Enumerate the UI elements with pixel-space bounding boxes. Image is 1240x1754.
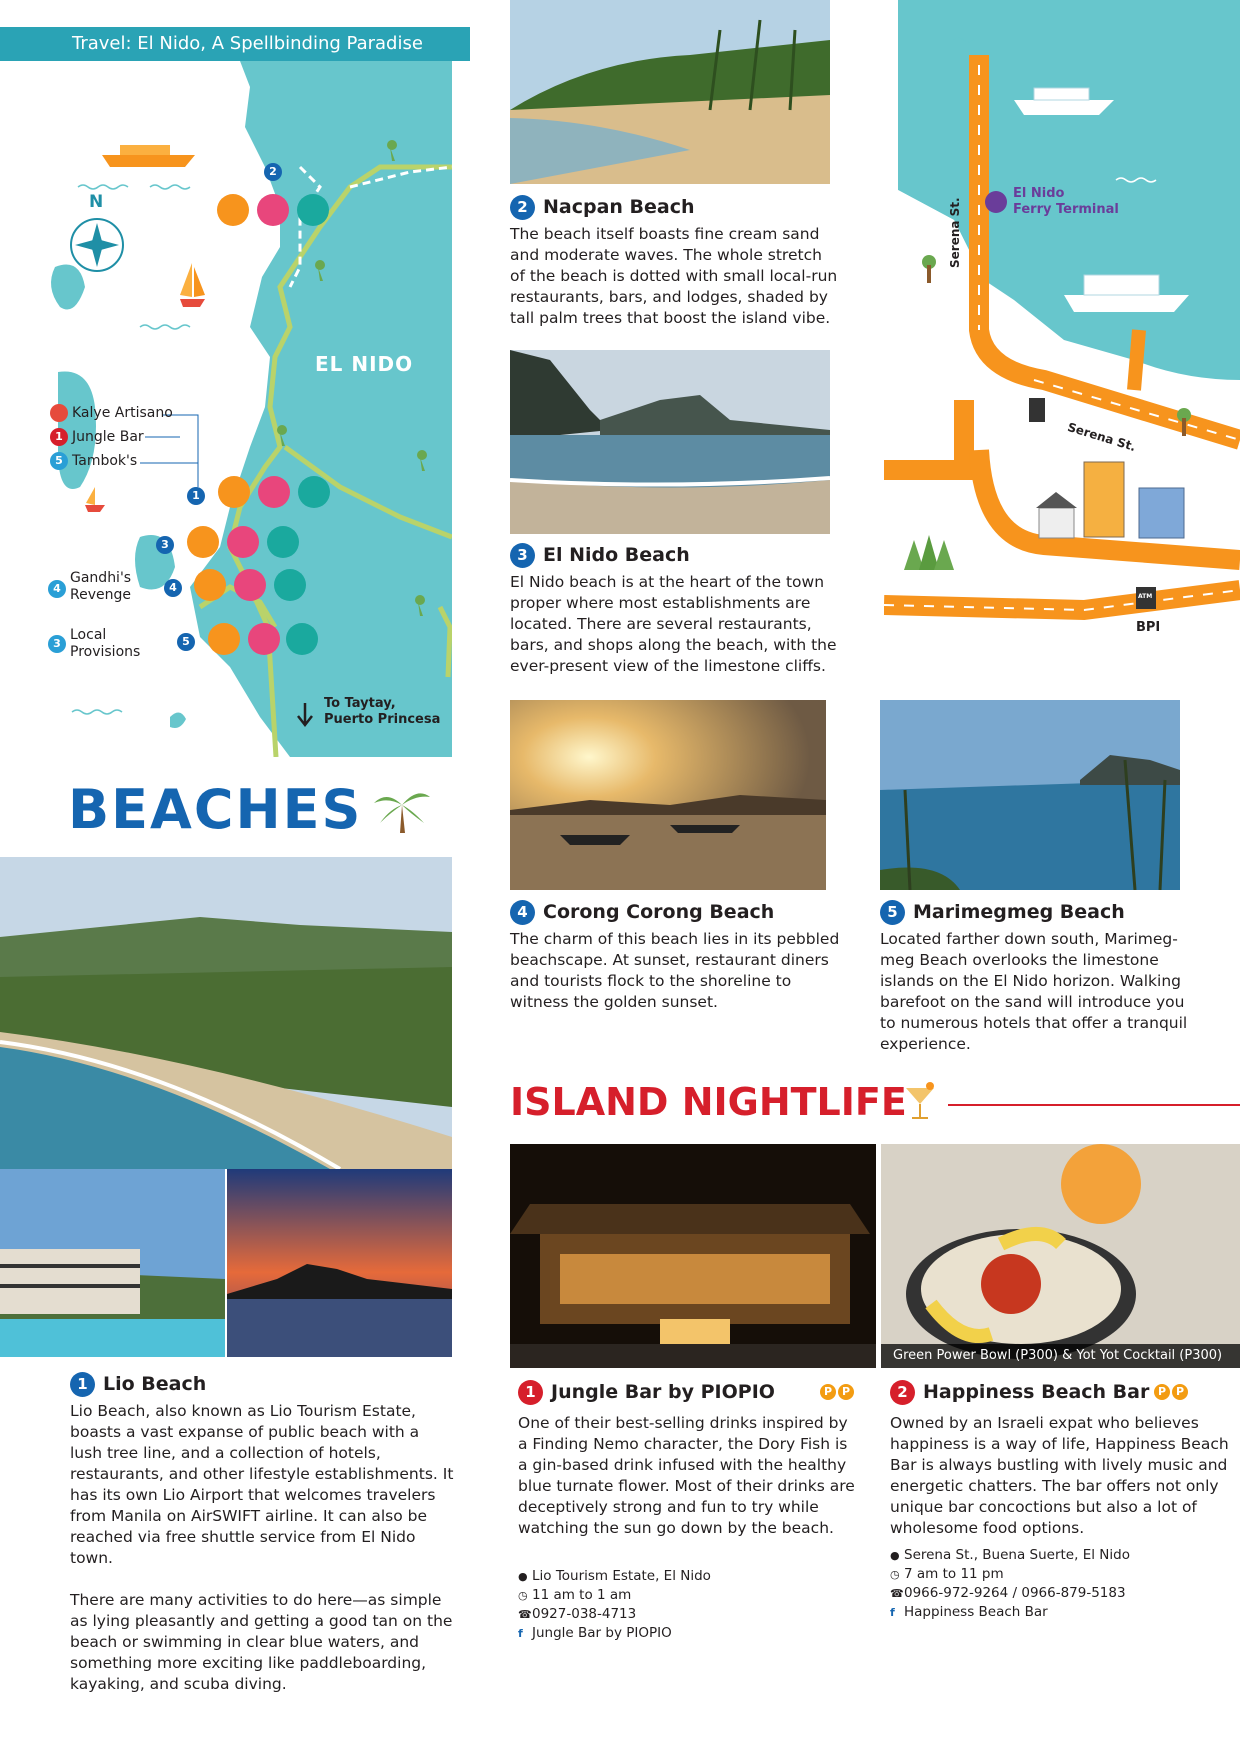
bar-info [890, 1546, 1235, 1622]
beach-description: El Nido beach is at the heart of the town proper where most establishments are located. There are several restaurants, bars, and shops along the beach, with the ever-present view of the limestone cliffs. [510, 573, 837, 675]
map-marker: 4 [164, 577, 186, 597]
street-label: Serena St. [948, 197, 962, 268]
heading-rule [948, 1104, 1240, 1106]
jungle-bar-photo [510, 1144, 876, 1368]
clock-icon: ◷ [890, 1568, 900, 1581]
el-nido-beach-photo [510, 350, 830, 534]
phone-icon: ☎ [890, 1587, 904, 1600]
bar-entry-happiness [890, 1380, 1235, 1622]
beach-entry-marimegmeg [880, 900, 1195, 1055]
nacpan-beach-photo [510, 0, 830, 184]
legend-item: 3 Local Provisions [48, 627, 140, 661]
legend-item: 1 Jungle Bar [50, 428, 144, 446]
beach-description: The beach itself boasts fine cream sand and moderate waves. The whole stretch of the beach is dotted with small local-run restaurants, bars, and lodges, shaded by tall palm trees that boost the island vibe. [510, 225, 838, 327]
hours: ◷ 11 am to 1 am [518, 1587, 632, 1603]
beach-description: Lio Beach, also known as Lio Tourism Estate, boasts a vast expanse of public beach with a lush tree line, and a collection of hotels, restaurants, and other lifestyle establishments. It has its own Lio Airport that welcomes travelers from Manila on AirSWIFT airline. It can also be reached via free shuttle service from El Nido town. [70, 1402, 454, 1567]
beaches-heading: BEACHES [68, 778, 363, 841]
facebook: f Happiness Beach Bar [890, 1604, 1048, 1620]
atm-label: ATM [1138, 593, 1153, 600]
price-rating: P P [1152, 1384, 1188, 1400]
marimegmeg-beach-photo [880, 700, 1180, 890]
legend-item: 5 Tambok's [50, 452, 137, 470]
beach-description: Located farther down south, Marimeg-meg Beach overlooks the limestone islands on the El Nido horizon. Walking barefoot on the sand will introduce you to numerous hotels that offer a tranquil experience. [880, 930, 1188, 1053]
ferry-terminal-label: El Nido Ferry Terminal [1013, 186, 1119, 217]
map-marker: 3 [156, 534, 178, 554]
beach-title: 5 Marimegmeg Beach [880, 900, 1195, 925]
bar-description: One of their best-selling drinks inspired by a Finding Nemo character, the Dory Fish is a gin-based drink infused with the healthy blue turnate flower. Most of their drinks are deceptively strong and fun to try while watching the sun go down by the beach. [518, 1414, 855, 1537]
lio-hotel-photo [0, 1169, 225, 1357]
cocktail-icon [902, 1078, 938, 1122]
corong-corong-beach-photo [510, 700, 826, 890]
phone: ☎0966-972-9264 / 0966-879-5183 [890, 1585, 1126, 1601]
bar-entry-jungle-bar [518, 1380, 858, 1643]
legend-item: 4 Gandhi's Revenge [48, 570, 131, 604]
town-map [884, 0, 1240, 690]
beach-title: 2 Nacpan Beach [510, 195, 840, 220]
facebook-icon: f [518, 1627, 523, 1640]
clock-icon: ◷ [518, 1589, 528, 1602]
bar-title: 1 Jungle Bar by PIOPIO [518, 1380, 858, 1405]
map-marker: 1 [187, 485, 209, 505]
compass-label: N [89, 192, 104, 212]
address: ● Lio Tourism Estate, El Nido [518, 1568, 711, 1584]
banner-title: Travel: El Nido, A Spellbinding Paradise [72, 33, 423, 54]
street-label: Serena St. [1065, 420, 1138, 455]
beach-title: 3 El Nido Beach [510, 543, 840, 568]
legend-item: Kalye Artisano [50, 404, 173, 422]
lio-sunset-photo [227, 1169, 452, 1357]
bar-info [518, 1567, 858, 1643]
direction-label: To Taytay, Puerto Princesa [324, 696, 441, 727]
happiness-bar-photo [881, 1144, 1240, 1368]
hours: ◷ 7 am to 11 pm [890, 1566, 1004, 1582]
location-pin-icon: ● [890, 1549, 900, 1562]
address: ● Serena St., Buena Suerte, El Nido [890, 1547, 1130, 1563]
beach-description: The charm of this beach lies in its pebbled beachscape. At sunset, restaurant diners and tourists flock to the shoreline to witness the golden sunset. [510, 930, 840, 1011]
beach-description: There are many activities to do here—as simple as lying pleasantly and getting a good tan on the beach or swimming in clear blue waters, and something more exciting like paddleboarding, kayaking, and scuba diving. [70, 1591, 453, 1693]
bar-description: Owned by an Israeli expat who believes happiness is a way of life, Happiness Beach Bar is always bustling with lively music and energetic chatters. The bar offers not only unique bar concoctions but also a lot of wholesome food options. [890, 1414, 1229, 1537]
palm-icon [372, 785, 432, 835]
map-marker: 2 [264, 161, 286, 181]
nightlife-heading: ISLAND NIGHTLIFE [510, 1080, 907, 1124]
beach-entry-corong-corong [510, 900, 840, 1013]
beach-entry-nacpan [510, 195, 840, 329]
beach-entry-lio [70, 1372, 455, 1695]
price-rating: P P [818, 1384, 854, 1400]
phone-icon: ☎ [518, 1608, 532, 1621]
bar-title: 2 Happiness Beach Bar [890, 1380, 1235, 1405]
facebook: f Jungle Bar by PIOPIO [518, 1625, 672, 1641]
beach-title: 1 Lio Beach [70, 1372, 455, 1397]
beach-entry-el-nido [510, 543, 840, 677]
map-marker: 5 [177, 631, 199, 651]
section-banner [0, 27, 470, 61]
lio-beach-aerial-photo [0, 857, 452, 1169]
bank-label: BPI [1136, 620, 1161, 635]
phone: ☎0927-038-4713 [518, 1606, 637, 1622]
beach-title: 4 Corong Corong Beach [510, 900, 840, 925]
location-pin-icon: ● [518, 1570, 528, 1583]
town-label: EL NIDO [315, 352, 414, 376]
photo-caption: Green Power Bowl (P300) & Yot Yot Cocktail (P300) [881, 1344, 1240, 1368]
facebook-icon: f [890, 1606, 895, 1619]
